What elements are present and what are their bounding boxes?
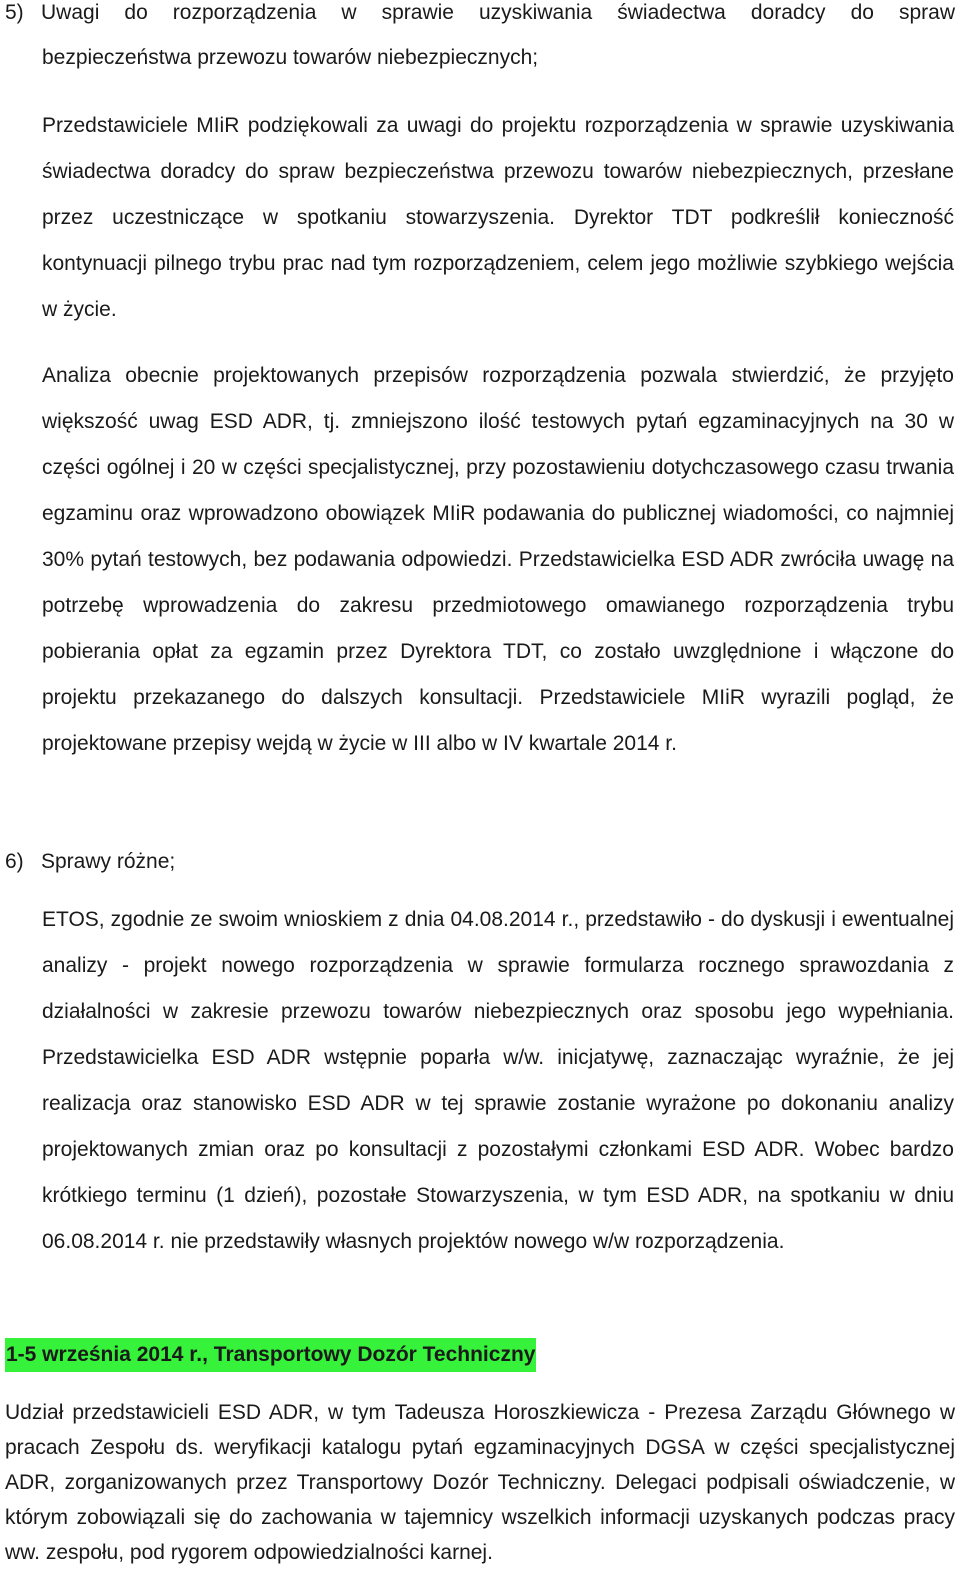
- section-6-number: 6): [5, 850, 24, 873]
- event-body: Udział przedstawicieli ESD ADR, w tym Tadeusza Horoszkiewicza - Prezesa Zarządu Głównego w pracach Zespołu ds. weryfikacji katalogu pytań egzaminacyjnych DGSA w części specjalistycznej ADR, zorganizowanych przez Transportowy Dozór Techniczny. Delegaci podpisali oświadczenie, w którym zobowiązali się do zachowania w tajemnicy wszelkich informacji uzyskanych podczas pracy ww. zespołu, pod rygorem odpowiedzialności karnej.: [5, 1401, 955, 1564]
- event-heading: 1-5 września 2014 r., Transportowy Dozór Techniczny: [5, 1338, 536, 1372]
- section-5-paragraph-2: Analiza obecnie projektowanych przepisów rozporządzenia pozwala stwierdzić, że przyjęto większość uwag ESD ADR, tj. zmniejszono ilość testowych pytań egzaminacyjnych na 30 w części ogólnej i 20 w części specjalistycznej, przy pozostawieniu dotychczasowego czasu trwania egzaminu oraz wprowadzono obowiązek MIiR podawania do publicznej wiadomości, co najmniej 30% pytań testowych, bez podawania odpowiedzi. Przedstawicielka ESD ADR zwróciła uwagę na potrzebę wprowadzenia do zakresu przedmiotowego omawianego rozporządzenia trybu pobierania opłat za egzamin przez Dyrektora TDT, co zostało uwzględnione i włączone do projektu przekazanego do dalszych konsultacji. Przedstawiciele MIiR wyrazili pogląd, że projektowane przepisy wejdą w życie w III albo w IV kwartale 2014 r.: [42, 364, 954, 755]
- section-5-heading-line1: Uwagi do rozporządzenia w sprawie uzyskiwania świadectwa doradcy do spraw: [41, 1, 955, 24]
- section-6-heading: [5, 839, 175, 885]
- section-5-heading-line2: bezpieczeństwa przewozu towarów niebezpiecznych;: [42, 46, 539, 69]
- section-5-number: 5): [5, 1, 24, 24]
- section-5-heading: [5, 0, 955, 36]
- section-6-heading-text: Sprawy różne;: [41, 850, 176, 873]
- section-5-paragraph-1: Przedstawiciele MIiR podziękowali za uwagi do projektu rozporządzenia w sprawie uzyskiwania świadectwa doradcy do spraw bezpieczeństwa przewozu towarów niebezpiecznych, przesłane przez uczestniczące w spotkaniu stowarzyszenia. Dyrektor TDT podkreślił konieczność kontynuacji pilnego trybu prac nad tym rozporządzeniem, celem jego możliwie szybkiego wejścia w życie.: [42, 114, 954, 321]
- section-6-paragraph-1: ETOS, zgodnie ze swoim wnioskiem z dnia 04.08.2014 r., przedstawiło - do dyskusji i ewentualnej analizy - projekt nowego rozporządzenia w sprawie formularza rocznego sprawozdania z działalności w zakresie przewozu towarów niebezpiecznych oraz sposobu jego wypełniania. Przedstawicielka ESD ADR wstępnie poparła w/w. inicjatywę, zaznaczając wyraźnie, że jej realizacja oraz stanowisko ESD ADR w tej sprawie zostanie wyrażone po dokonaniu analizy projektowanych zmian oraz po konsultacji z pozostałymi członkami ESD ADR. Wobec bardzo krótkiego terminu (1 dzień), pozostałe Stowarzyszenia, w tym ESD ADR, na spotkaniu w dniu 06.08.2014 r. nie przedstawiły własnych projektów nowego w/w rozporządzenia.: [42, 908, 954, 1253]
